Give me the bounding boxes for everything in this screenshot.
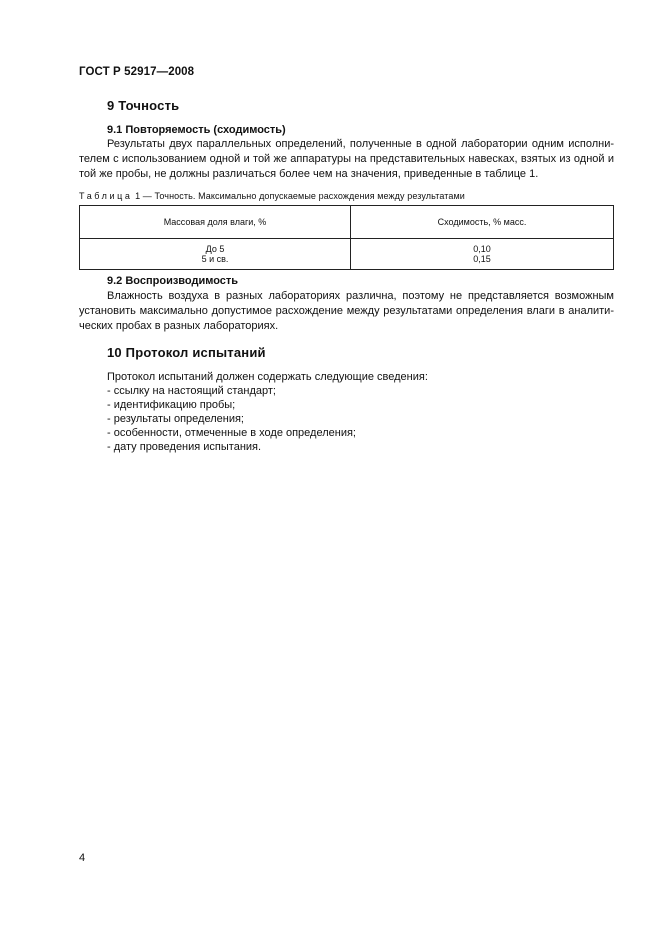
section-9-2-paragraph bbox=[79, 289, 614, 334]
document-code-header: ГОСТ Р 52917—2008 bbox=[79, 66, 195, 78]
protocol-list bbox=[107, 370, 428, 454]
section-9-1-title: 9.1 Повторяемость (сходимость) bbox=[107, 124, 286, 136]
cell-value: До 5 bbox=[205, 244, 225, 254]
paragraph-line: установить максимально допустимое расхождение между результатами определения влаги в аналити- bbox=[79, 305, 614, 317]
table-row bbox=[80, 239, 614, 270]
table-header-moisture: Массовая доля влаги, % bbox=[80, 206, 351, 239]
section-9-1-paragraph bbox=[79, 137, 614, 182]
list-item: - идентификацию пробы; bbox=[107, 399, 236, 411]
caption-text: 1 — Точность. Максимально допускаемые расхождения между результатами bbox=[132, 191, 465, 201]
list-item: - дату проведения испытания. bbox=[107, 441, 262, 453]
paragraph-line: ческих пробах в разных лабораториях. bbox=[79, 320, 279, 332]
cell-value: 0,10 bbox=[473, 244, 491, 254]
table-header-repeatability: Сходимость, % масс. bbox=[351, 206, 614, 239]
list-item: - особенности, отмеченные в ходе определения; bbox=[107, 427, 356, 439]
list-item: - результаты определения; bbox=[107, 413, 244, 425]
precision-table bbox=[79, 205, 614, 270]
table-cell-repeatability bbox=[351, 239, 614, 270]
paragraph-line: той же пробы, не должны различаться более чем на значения, приведенные в таблице 1. bbox=[79, 168, 539, 180]
table-cell-moisture bbox=[80, 239, 351, 270]
paragraph-line: Влажность воздуха в разных лабораториях различна, поэтому не представляется возможным bbox=[107, 290, 614, 302]
table-1-caption bbox=[79, 191, 465, 201]
section-10-title: 10 Протокол испытаний bbox=[107, 345, 266, 360]
caption-label: Таблица bbox=[79, 191, 133, 201]
list-item: Протокол испытаний должен содержать следующие сведения: bbox=[107, 371, 428, 383]
cell-value: 5 и св. bbox=[201, 254, 229, 264]
paragraph-line: Результаты двух параллельных определений, полученные в одной лаборатории одним исполни- bbox=[107, 138, 614, 150]
paragraph-line: телем с использованием одной и той же аппаратуры на представительных навесках, взятых из одной и bbox=[79, 153, 614, 165]
cell-value: 0,15 bbox=[473, 254, 491, 264]
list-item: - ссылку на настоящий стандарт; bbox=[107, 385, 276, 397]
page-number: 4 bbox=[79, 852, 86, 864]
section-9-2-title: 9.2 Воспроизводимость bbox=[107, 275, 239, 287]
section-9-title: 9 Точность bbox=[107, 98, 180, 113]
table-header-row bbox=[80, 206, 614, 239]
